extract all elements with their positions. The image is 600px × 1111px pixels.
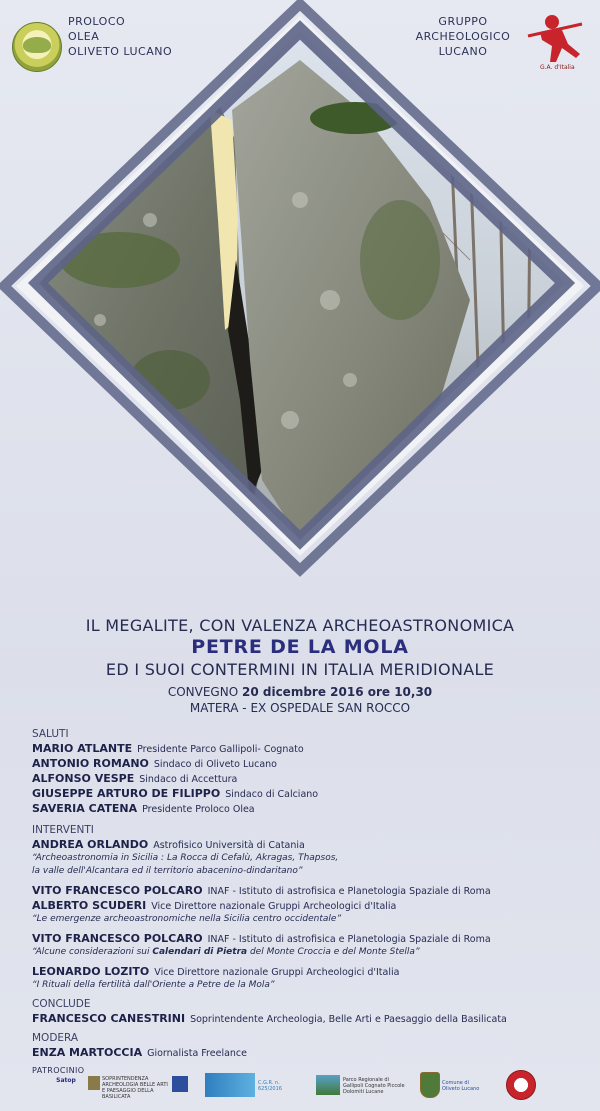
ministry-logo-icon xyxy=(88,1076,100,1090)
right-org-line-1: GRUPPO xyxy=(438,15,488,28)
satop-logo-icon: Satop xyxy=(56,1077,76,1084)
speaker-name: VITO FRANCESCO POLCARO xyxy=(32,932,203,945)
speaker-role: Vice Direttore nazionale Gruppi Archeologici d'Italia xyxy=(151,901,397,912)
saluti-item xyxy=(32,787,318,800)
talk-title xyxy=(32,947,420,957)
speaker-name: GIUSEPPE ARTURO DE FILIPPO xyxy=(32,787,221,800)
event-date-line xyxy=(0,685,600,699)
modera-item xyxy=(32,1046,247,1059)
speaker-role: Soprintendente Archeologia, Belle Arti e Paesaggio della Basilicata xyxy=(190,1014,507,1025)
talk-title-pre: “Alcune considerazioni sui xyxy=(32,947,153,957)
talk-title-post: del Monte Croccia e del Monte Stella” xyxy=(247,947,420,957)
eu-logo-icon xyxy=(172,1076,188,1092)
speaker-role: Sindaco di Calciano xyxy=(225,789,319,800)
talk-title: “Le emergenze archeoastronomiche nella Sicilia centro occidentale” xyxy=(32,914,342,924)
saluti-heading: SALUTI xyxy=(32,728,69,740)
intervento-item xyxy=(32,965,399,978)
speaker-name: MARIO ATLANTE xyxy=(32,742,133,755)
ga-caption: G.A. d'Italia xyxy=(540,64,575,71)
sponsor-satop xyxy=(46,1078,86,1084)
speaker-name: VITO FRANCESCO POLCARO xyxy=(32,884,203,897)
speaker-name: ANTONIO ROMANO xyxy=(32,757,149,770)
saluti-item xyxy=(32,802,255,815)
conclude-heading: CONCLUDE xyxy=(32,998,91,1010)
left-org-line-2: OLEA xyxy=(68,30,100,43)
speaker-name: SAVERIA CATENA xyxy=(32,802,138,815)
right-org-line-2: ARCHEOLOGICO xyxy=(415,30,511,43)
speaker-name: ALFONSO VESPE xyxy=(32,772,135,785)
sponsor-region: C.G.R. n. 625/2016 xyxy=(258,1080,282,1092)
sponsor-park: Parco Regionale di Gallipoli Cognato Piccole Dolomiti Lucane xyxy=(343,1077,405,1095)
talk-title: “I Rituali della fertilità dall'Oriente a Petre de la Mola” xyxy=(32,980,275,990)
speaker-name: FRANCESCO CANESTRINI xyxy=(32,1012,186,1025)
speaker-role: Sindaco di Oliveto Lucano xyxy=(153,759,277,770)
convegno-label: CONVEGNO xyxy=(167,685,239,699)
saluti-item xyxy=(32,757,277,770)
intervento-item xyxy=(32,884,491,897)
event-venue: MATERA - EX OSPEDALE SAN ROCCO xyxy=(189,701,411,715)
right-org-line-3: LUCANO xyxy=(438,45,488,58)
conclude-item xyxy=(32,1012,507,1025)
speaker-name: ANDREA ORLANDO xyxy=(32,838,149,851)
region-logo-icon xyxy=(205,1073,255,1097)
saluti-item xyxy=(32,742,304,755)
interventi-heading: INTERVENTI xyxy=(32,824,94,836)
coat-of-arms-logo-icon xyxy=(420,1072,440,1098)
title-line-3: ED I SUOI CONTERMINI IN ITALIA MERIDIONALE xyxy=(105,660,495,679)
talk-title-highlight: Calendari di Pietra xyxy=(152,947,248,957)
speaker-name: ALBERTO SCUDERI xyxy=(32,899,147,912)
speaker-name: ENZA MARTOCCIA xyxy=(32,1046,143,1059)
speaker-name: LEONARDO LOZITO xyxy=(32,965,150,978)
intervento-item xyxy=(32,899,396,912)
speaker-role: Giornalista Freelance xyxy=(147,1048,247,1059)
speaker-role: Vice Direttore nazionale Gruppi Archeologici d'Italia xyxy=(154,967,400,978)
sponsor-comune: Comune di Oliveto Lucano xyxy=(442,1080,480,1092)
patrocinio-heading: PATROCINIO xyxy=(32,1066,85,1075)
modera-heading: MODERA xyxy=(32,1032,79,1044)
title-line-1: IL MEGALITE, CON VALENZA ARCHEOASTRONOMICA xyxy=(85,616,515,635)
red-seal-logo-icon xyxy=(506,1070,536,1100)
talk-title: “Archeoastronomia in Sicilia : La Rocca di Cefalù, Akragas, Thapsos, xyxy=(32,853,339,863)
intervento-item xyxy=(32,838,305,851)
title-main: PETRE DE LA MOLA xyxy=(191,636,409,658)
speaker-role: INAF - Istituto di astrofisica e Planetologia Spaziale di Roma xyxy=(207,934,491,945)
speaker-role: Astrofisico Università di Catania xyxy=(153,840,305,851)
speaker-role: Presidente Parco Gallipoli- Cognato xyxy=(137,744,304,755)
talk-title-cont: la valle dell'Alcantara ed il territorio abacenino-dindaritano” xyxy=(32,866,303,876)
speaker-role: Sindaco di Accettura xyxy=(139,774,238,785)
speaker-role: INAF - Istituto di astrofisica e Planetologia Spaziale di Roma xyxy=(207,886,491,897)
speaker-role: Presidente Proloco Olea xyxy=(142,804,255,815)
saluti-item xyxy=(32,772,237,785)
sponsor-soprintendenza: SOPRINTENDENZA ARCHEOLOGIA BELLE ARTI E PAESAGGIO DELLA BASILICATA xyxy=(102,1076,168,1100)
event-date: 20 dicembre 2016 ore 10,30 xyxy=(241,685,433,699)
park-logo-icon xyxy=(316,1075,340,1095)
intervento-item xyxy=(32,932,491,945)
left-org-line-1: PROLOCO xyxy=(68,15,126,28)
left-org-line-3: OLIVETO LUCANO xyxy=(68,45,173,58)
